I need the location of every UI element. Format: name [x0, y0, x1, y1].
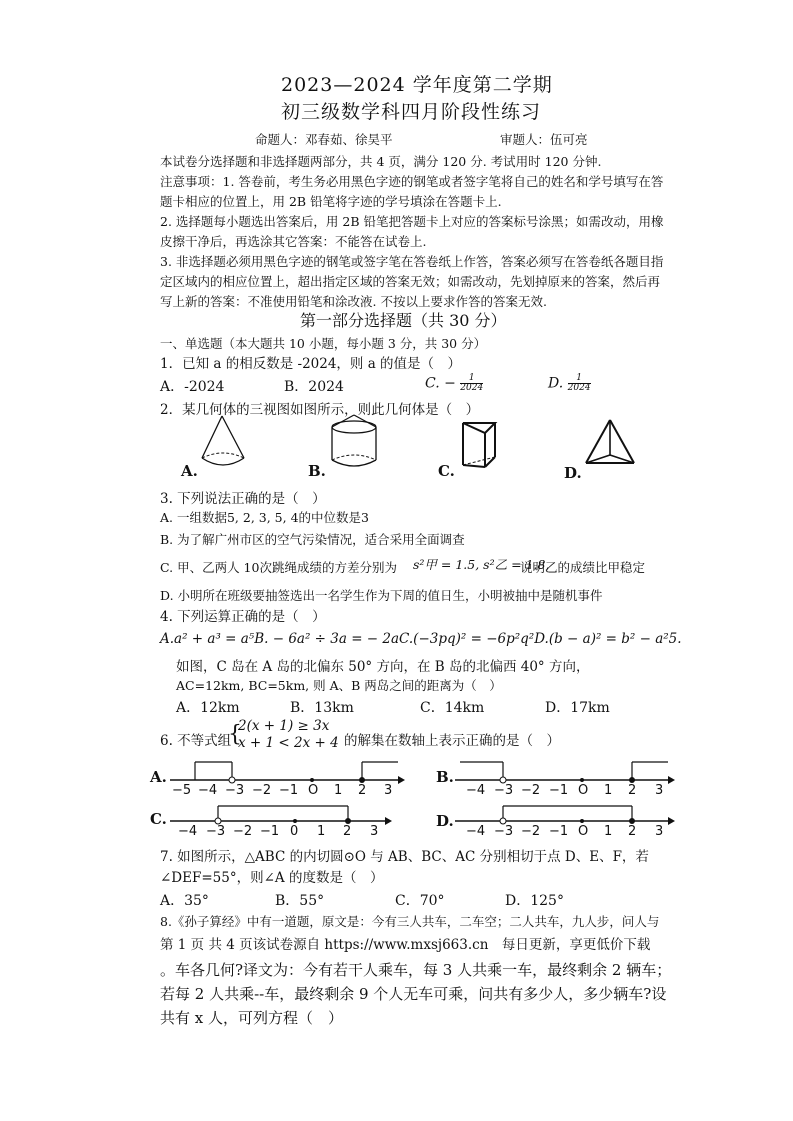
q7-option-b: B．55°: [275, 893, 325, 909]
tick-label: O: [578, 783, 589, 798]
q5-option-b: B．13km: [290, 700, 354, 716]
tick-label: 3: [655, 824, 664, 839]
tick-label: 2: [628, 783, 637, 798]
tick-label: −1: [260, 824, 280, 839]
tick-label: −3: [206, 824, 226, 839]
q5-line-1: 如图，C 岛在 A 岛的北偏东 50° 方向，在 B 岛的北偏西 40° 方向，: [176, 659, 590, 675]
note-2b: 皮擦干净后，再选涂其它答案：不能答在试卷上.: [160, 234, 427, 249]
q3-stem: 3. 下列说法正确的是（ ）: [160, 491, 326, 507]
tick-label: −2: [521, 824, 541, 839]
authors: 命题人：邓春茹、徐昊平: [255, 132, 393, 147]
tick-label: −4: [466, 783, 486, 798]
tick-label: 2: [628, 824, 637, 839]
tick-label: −4: [198, 783, 218, 798]
q3-option-b: B. 为了解广州市区的空气污染情况，适合采用全面调查: [160, 532, 465, 547]
q4-stem: 4. 下列运算正确的是（ ）: [160, 609, 326, 625]
q1-d-prefix: D.: [548, 375, 564, 392]
q3-variance-formula: s²甲 = 1.5, s²乙 = 1.8,: [413, 557, 550, 572]
q4-options-line: A.a² + a³ = a⁵B. − 6a² ÷ 3a = − 2aC.(−3pq)² = −6p²q²D.(b − a)² = b² − a²5.: [160, 631, 682, 647]
tick-label: 1: [317, 824, 326, 839]
tick-label: 1: [334, 783, 343, 798]
exam-title: 2023—2024 学年度第二学期: [281, 74, 553, 96]
part-heading: 第一部分选择题（共 30 分）: [300, 311, 507, 330]
q7-option-a: A．35°: [160, 893, 209, 909]
tick-label: −2: [233, 824, 253, 839]
tick-label: −1: [279, 783, 299, 798]
tick-label: −5: [172, 783, 192, 798]
q5-option-c: C．14km: [420, 700, 485, 716]
q1-c-frac-den: 2024: [460, 383, 484, 393]
q1-d-frac-den: 2024: [567, 383, 591, 393]
q5-line-2: AC=12km, BC=5km, 则 A、B 两岛之间的距离为（ ）: [176, 678, 502, 693]
q7-option-c: C．70°: [395, 893, 445, 909]
tick-label: −4: [466, 824, 486, 839]
tick-label: −4: [178, 824, 198, 839]
q2-stem: 2．某几何体的三视图如图所示，则此几何体是（ ）: [160, 402, 480, 418]
q7-line-1: 7. 如图所示，△ABC 的内切圆⊙O 与 AB、BC、AC 分别相切于点 D、E、F，若: [160, 849, 649, 865]
q2-option-a: A.: [181, 462, 198, 480]
tick-label: 2: [343, 824, 352, 839]
note-3a: 3. 非选择题必须用黑色字迹的钢笔或签字笔在答卷纸上作答，答案必须写在答卷纸各题目指: [160, 254, 664, 269]
tick-label: −3: [494, 783, 514, 798]
tick-label: 3: [384, 783, 393, 798]
q6-inequality-1: 2(x + 1) ≥ 3x: [238, 718, 330, 734]
q1-d-frac-num: 1: [568, 374, 591, 384]
q2-option-c: C.: [438, 462, 455, 480]
page-footer: 第 1 页 共 4 页该试卷源自 https://www.mxsj663.cn 每日更新，享更低价下载: [160, 937, 651, 953]
tick-label: O: [578, 824, 589, 839]
section-heading: 一、单选题（本大题共 10 小题，每小题 3 分，共 30 分）: [160, 336, 487, 351]
q6-suffix: 的解集在数轴上表示正确的是（ ）: [344, 733, 560, 749]
q7-line-2: ∠DEF=55°，则∠A 的度数是（ ）: [160, 870, 384, 886]
tick-label: −1: [549, 783, 569, 798]
q1-option-a: A．-2024: [160, 379, 225, 395]
q3-option-c: C. 甲、乙两人 10次跳绳成绩的方差分别为: [160, 560, 397, 575]
q2-option-d: D.: [564, 464, 582, 482]
tick-label: 3: [370, 824, 379, 839]
q6-option-c: C.: [150, 810, 167, 828]
q2-option-b: B.: [308, 462, 326, 480]
q8-line-1: 8.《孙子算经》中有一道题，原文是：今有三人共车，二车空；二人共车，九人步，问人与: [160, 914, 660, 929]
q3-option-d: D. 小明所在班级要抽签选出一名学生作为下周的值日生，小明被抽中是随机事件: [160, 588, 603, 603]
q7-option-d: D．125°: [505, 893, 564, 909]
q3-option-c-tail: 说明乙的成绩比甲稳定: [520, 560, 646, 575]
q8-line-2: 。车各几何?译文为：今有若干人乘车，每 3 人共乘一车，最终剩余 2 辆车；: [160, 961, 672, 979]
tick-label: 1: [604, 824, 613, 839]
note-1a: 注意事项：1. 答卷前，考生务必用黑色字迹的钢笔或者签字笔将自己的姓名和学号填写在答: [160, 174, 664, 189]
q6-brace-icon: {: [228, 722, 242, 747]
note-3b: 定区域内的相应位置上，超出指定区域的答案无效；如需改动，先划掉原来的答案，然后再: [160, 274, 661, 289]
q6-inequality-2: x + 1 < 2x + 4: [238, 735, 339, 751]
q8-line-4: 共有 x 人，可列方程（ ）: [160, 1009, 343, 1027]
q1-stem: 1．已知 a 的相反数是 -2024，则 a 的值是（ ）: [160, 356, 462, 372]
q3-option-a: A. 一组数据5, 2, 3, 5, 4的中位数是3: [160, 510, 369, 525]
q6-option-b: B.: [436, 768, 454, 786]
q6-option-d: D.: [436, 812, 454, 830]
tick-label: −2: [521, 783, 541, 798]
q1-option-b: B．2024: [284, 379, 344, 395]
tick-label: 3: [655, 783, 664, 798]
tick-label: −1: [549, 824, 569, 839]
tick-label: −3: [225, 783, 245, 798]
q5-option-a: A．12km: [176, 700, 240, 716]
q6-option-a: A.: [150, 768, 167, 786]
q1-c-frac-num: 1: [460, 374, 483, 384]
note-2a: 2. 选择题每小题选出答案后，用 2B 铅笔把答题卡上对应的答案标号涂黑；如需改动，用橡: [160, 214, 664, 229]
intro-line: 本试卷分选择题和非选择题两部分，共 4 页，满分 120 分. 考试用时 120 分钟.: [160, 154, 602, 169]
tick-label: 2: [358, 783, 367, 798]
reviewer: 审题人：伍可亮: [500, 132, 588, 147]
note-3c: 写上新的答案：不准使用铅笔和涂改液. 不按以上要求作答的答案无效.: [160, 294, 547, 309]
q1-c-prefix: C. −: [425, 375, 456, 392]
q6-prefix: 6. 不等式组: [160, 733, 232, 749]
tick-label: −2: [252, 783, 272, 798]
tick-label: 1: [604, 783, 613, 798]
q5-option-d: D．17km: [545, 700, 610, 716]
tick-label: 0: [290, 824, 299, 839]
q8-line-3: 若每 2 人共乘--车，最终剩余 9 个人无车可乘，问共有多少人，多少辆车?设: [160, 985, 667, 1003]
note-1b: 题卡相应的位置上，用 2B 铅笔将字迹的学号填涂在答题卡上.: [160, 194, 502, 209]
exam-subtitle: 初三级数学科四月阶段性练习: [281, 101, 542, 123]
tick-label: O: [308, 783, 319, 798]
tick-label: −3: [494, 824, 514, 839]
